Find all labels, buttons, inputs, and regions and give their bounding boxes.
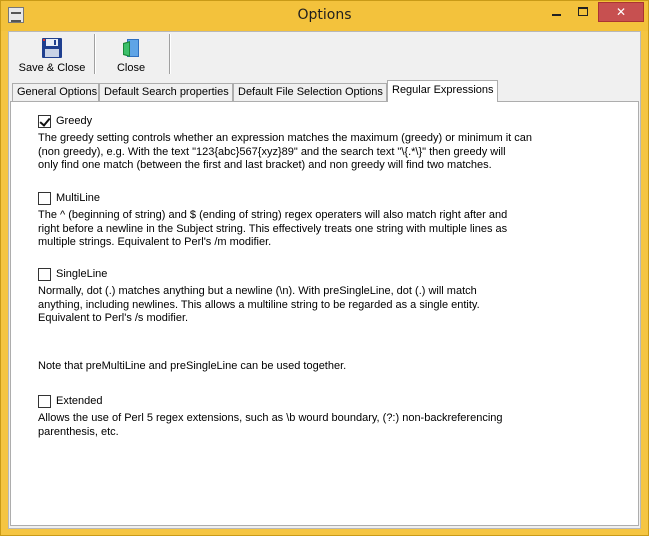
save-and-close-button[interactable] xyxy=(12,34,92,76)
close-button[interactable] xyxy=(95,34,167,76)
multiline-description: The ^ (beginning of string) and $ (ending of string) regex operaters will also match right after and right before a newline in the Subject string. This effectively treats one string with multiple lines as multiple strings. Equivalent to Perl's /m modifier. xyxy=(38,209,508,248)
greedy-checkbox[interactable] xyxy=(38,115,51,128)
toolbar xyxy=(9,32,640,78)
minimize-button[interactable] xyxy=(543,2,569,22)
title-bar[interactable] xyxy=(1,1,648,31)
window-title: Options xyxy=(297,7,352,23)
extended-checkbox[interactable] xyxy=(38,395,51,408)
tab-general-options[interactable]: General Options xyxy=(12,83,99,101)
singleline-checkbox-row[interactable] xyxy=(38,267,558,283)
greedy-description: The greedy setting controls whether an expression matches the maximum (greedy) or minimum it can (non greedy), e.g. With the text "123{abc}567{xyz}89" and the search text "\{.*\}" then greedy will only find one match (between the first and last bracket) and non greedy will find two matches. xyxy=(38,132,532,171)
extended-label[interactable]: Extended xyxy=(56,395,103,407)
maximize-icon xyxy=(578,7,588,16)
toolbar-separator xyxy=(169,34,171,74)
multiline-label[interactable]: MultiLine xyxy=(56,192,101,204)
multiline-checkbox-row[interactable] xyxy=(38,191,558,207)
tab-strip xyxy=(9,80,640,102)
close-window-button[interactable] xyxy=(598,2,644,22)
maximize-button[interactable] xyxy=(570,2,596,22)
option-singleline xyxy=(38,267,558,326)
client-area xyxy=(8,31,641,529)
singleline-label[interactable]: SingleLine xyxy=(56,268,108,280)
option-greedy xyxy=(38,114,558,173)
extended-description: Allows the use of Perl 5 regex extensions, such as \b wourd boundary, (?:) non-backreferencing parenthesis, etc. xyxy=(38,412,503,438)
close-label: Close xyxy=(116,62,146,74)
multiline-checkbox[interactable] xyxy=(38,192,51,205)
save-and-close-label: Save & Close xyxy=(18,62,86,74)
close-icon: ✕ xyxy=(615,5,627,19)
greedy-label[interactable]: Greedy xyxy=(56,115,93,127)
close-door-icon xyxy=(120,37,142,59)
greedy-checkbox-row[interactable] xyxy=(38,114,558,130)
tab-default-file-selection-options[interactable]: Default File Selection Options xyxy=(233,83,387,101)
tab-default-search-properties[interactable]: Default Search properties xyxy=(99,83,233,101)
option-extended xyxy=(38,394,558,439)
regular-expressions-panel xyxy=(10,101,639,526)
extended-checkbox-row[interactable] xyxy=(38,394,558,410)
option-multiline xyxy=(38,191,558,250)
combined-modifiers-note: Note that preMultiLine and preSingleLine can be used together. xyxy=(38,360,347,372)
tab-regular-expressions[interactable]: Regular Expressions xyxy=(387,80,498,102)
singleline-description: Normally, dot (.) matches anything but a newline (\n). With preSingleLine, dot (.) will match anything, including newlines. This allows a multiline string to be regarded as a single entity. Equivalent to Perl's /s modifier. xyxy=(38,285,480,324)
singleline-checkbox[interactable] xyxy=(38,268,51,281)
floppy-disk-icon xyxy=(41,37,63,59)
minimize-icon xyxy=(552,14,561,16)
